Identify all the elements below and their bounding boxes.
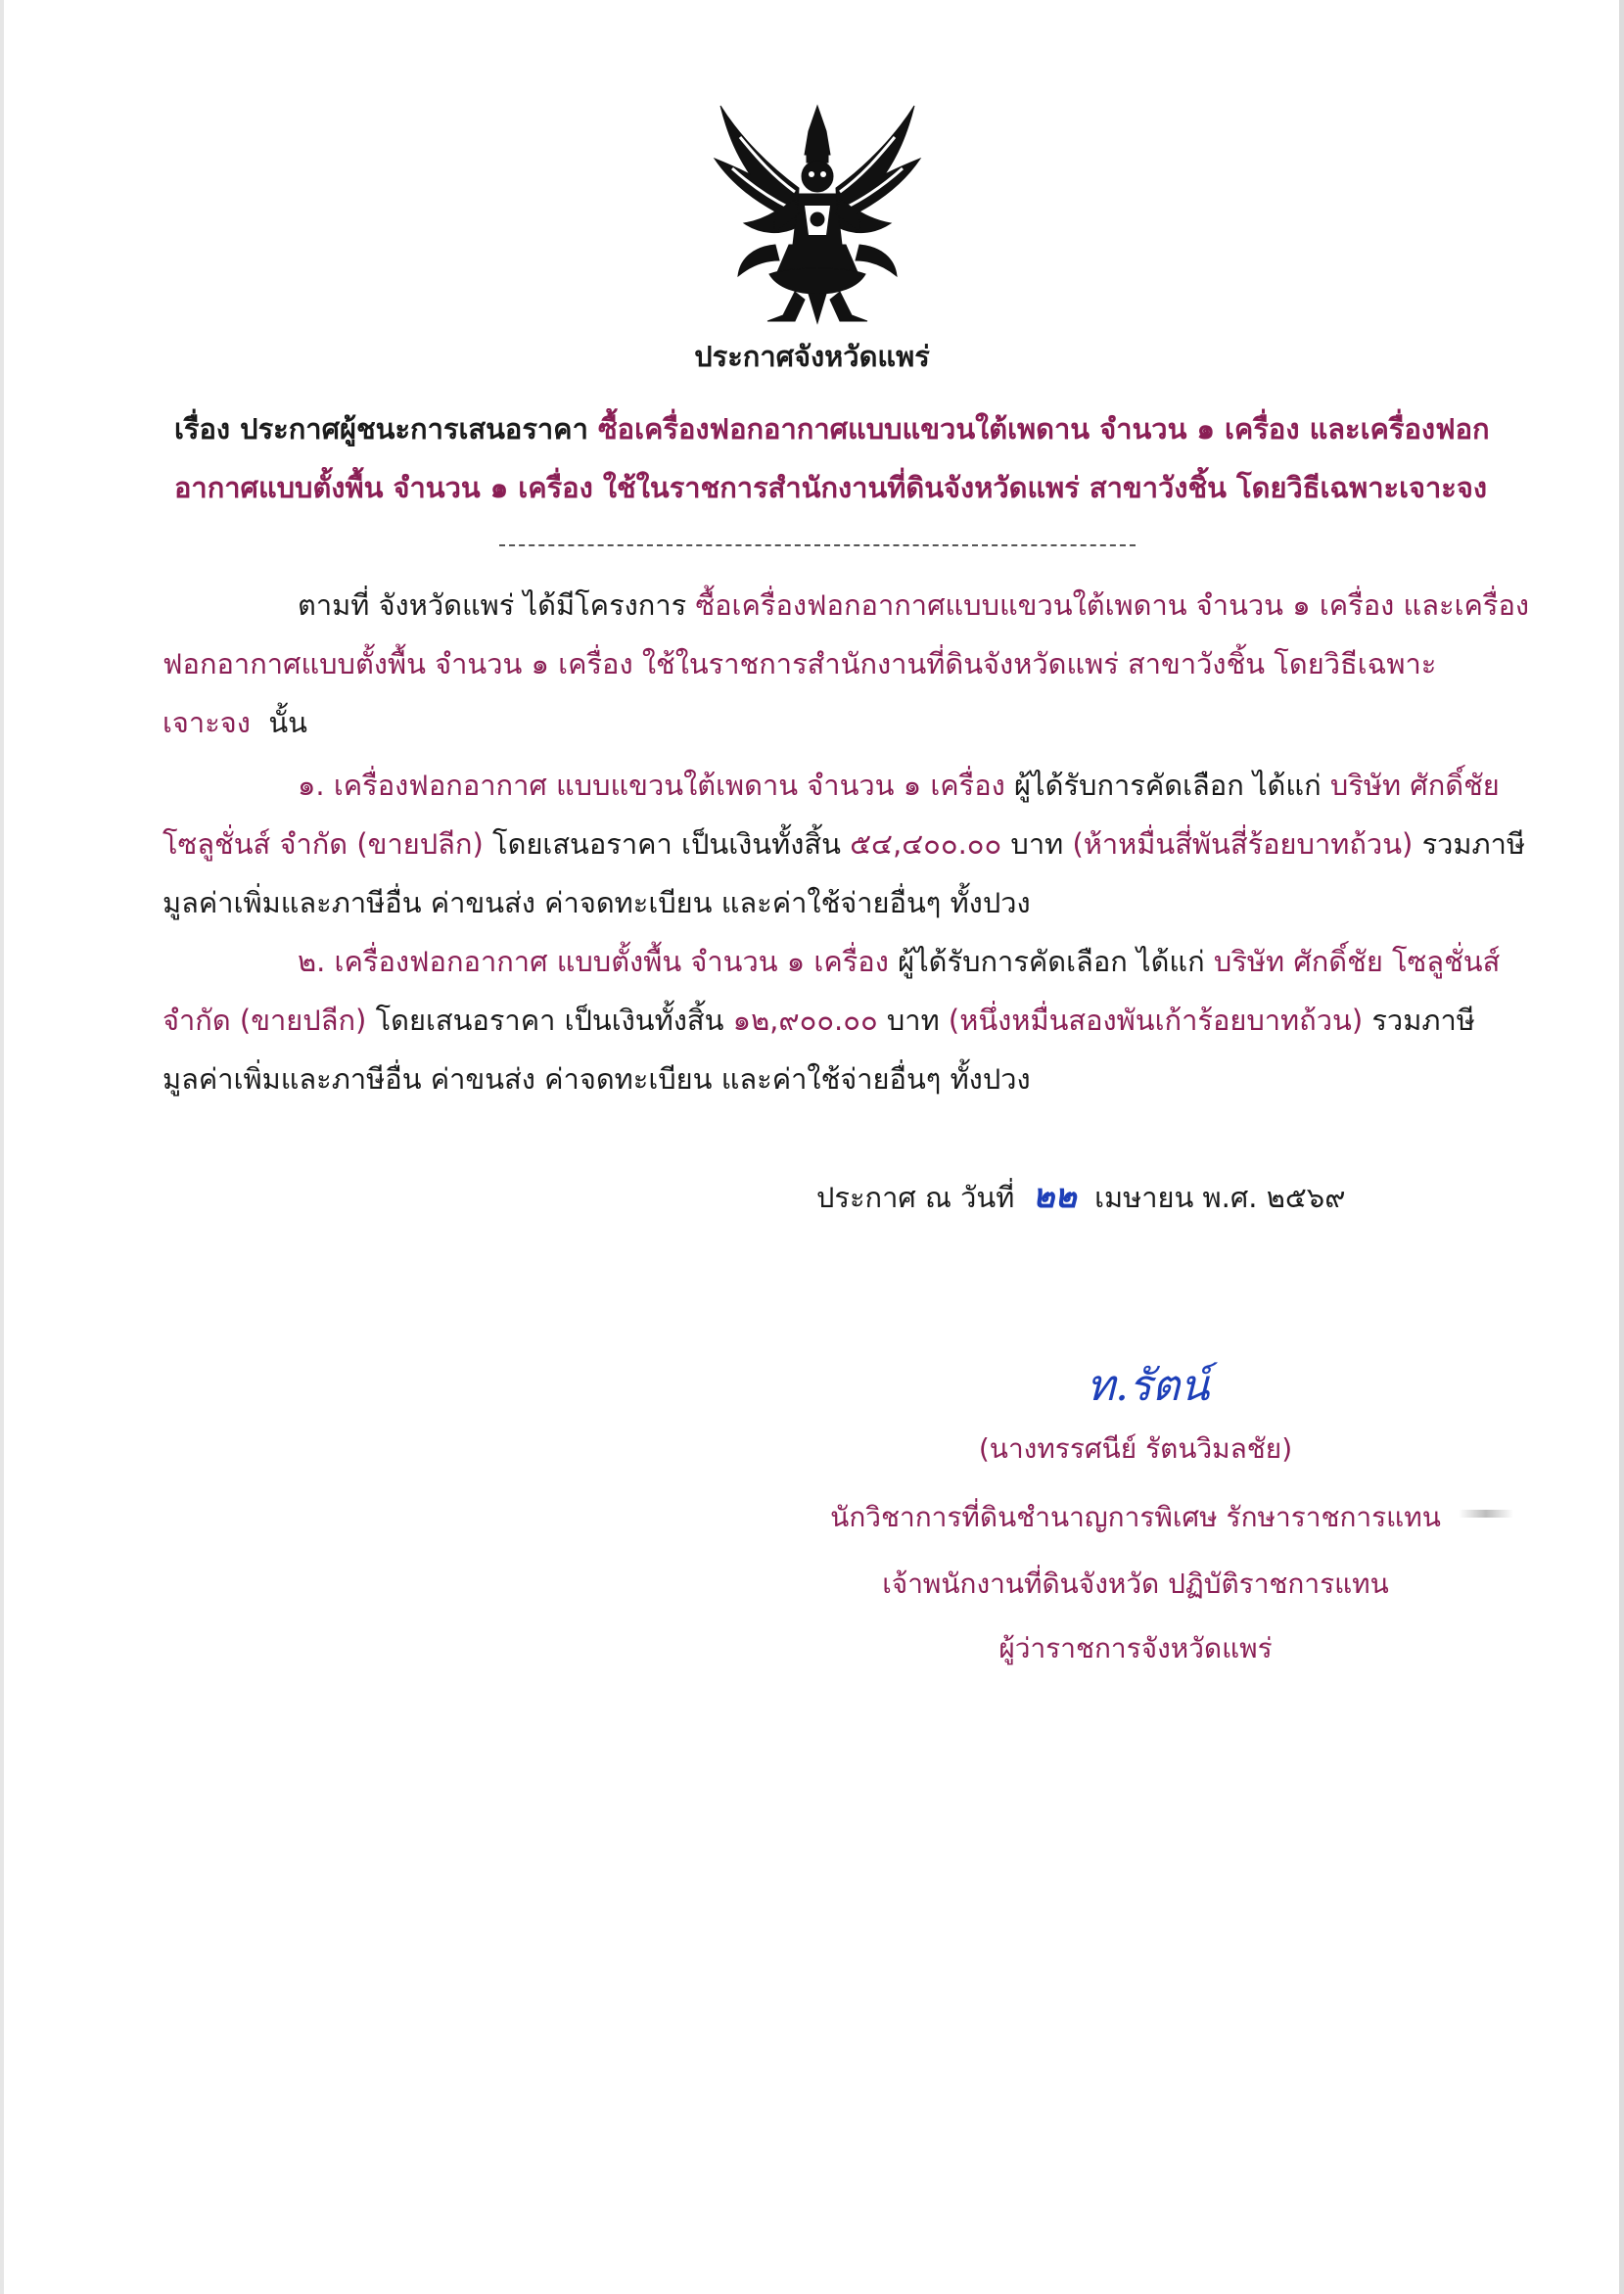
intro-prefix: ตามที่ จังหวัดแพร่ ได้มีโครงการ (298, 588, 687, 622)
item-2-currency: บาท (886, 1004, 940, 1037)
intro-line-2: ฟอกอากาศแบบตั้งพื้น จำนวน ๑ เครื่อง ใช้ในราชการสำนักงานที่ดินจังหวัดแพร่ สาขาวังชิ้น โดยวิธีเฉพาะ (162, 647, 1437, 680)
subject-prefix: เรื่อง ประกาศผู้ชนะการเสนอราคา (174, 412, 588, 445)
intro-project-1: ซื้อเครื่องฟอกอากาศแบบแขวนใต้เพดาน จำนวน ๑ เครื่อง และเครื่อง (695, 588, 1530, 622)
handwritten-signature: ท.รัตน์ (1087, 1361, 1210, 1411)
scan-artifact (1459, 1510, 1513, 1518)
signatory-position-3: ผู้ว่าราชการจังหวัดแพร่ (998, 1632, 1273, 1664)
item-1-line-2 (162, 824, 1525, 864)
intro-line-1 (298, 585, 1529, 625)
item-2-price: ๑๒,๙๐๐.๐๐ (732, 1004, 878, 1037)
item-1-desc: ๑. เครื่องฟอกอากาศ แบบแขวนใต้เพดาน จำนวน ๑ เครื่อง (298, 769, 1005, 802)
item-1-vendor-a: บริษัท ศักดิ์ชัย (1329, 769, 1500, 802)
signatory-position-2: เจ้าพนักงานที่ดินจังหวัด ปฏิบัติราชการแทน (882, 1568, 1389, 1600)
item-2-price-label: โดยเสนอราคา เป็นเงินทั้งสิ้น (375, 1004, 724, 1037)
subject-text-1: ซื้อเครื่องฟอกอากาศแบบแขวนใต้เพดาน จำนวน ๑ เครื่อง และเครื่องฟอก (597, 412, 1490, 445)
item-1-price-words: (ห้าหมื่นสี่พันสี่ร้อยบาทถ้วน) (1072, 827, 1414, 861)
garuda-emblem-icon (711, 98, 924, 325)
item-1-currency: บาท (1010, 827, 1064, 861)
subject-line-1 (174, 409, 1490, 448)
date-day-handwritten: ๒๒ (1032, 1177, 1077, 1216)
item-1-vendor-b: โซลูชั่นส์ จำกัด (ขายปลีก) (162, 827, 484, 861)
intro-project-3: เจาะจง (162, 706, 251, 739)
item-1-price: ๕๔,๔๐๐.๐๐ (850, 827, 1002, 861)
item-1-line-1 (298, 766, 1500, 805)
item-2-tax: รวมภาษี (1371, 1004, 1475, 1037)
intro-tail: นั้น (268, 706, 308, 739)
item-1-price-label: โดยเสนอราคา เป็นเงินทั้งสิ้น (492, 827, 841, 861)
item-2-vendor-a: บริษัท ศักดิ์ชัย โซลูชั่นส์ (1213, 945, 1501, 978)
item-1-line-3: มูลค่าเพิ่มและภาษีอื่น ค่าขนส่ง ค่าจดทะเบียน และค่าใช้จ่ายอื่นๆ ทั้งปวง (162, 886, 1031, 919)
date-suffix: เมษายน พ.ศ. ๒๕๖๙ (1094, 1181, 1346, 1214)
announcement-date (816, 1177, 1345, 1217)
item-2-vendor-b: จำกัด (ขายปลีก) (162, 1004, 367, 1037)
item-2-line-1 (298, 942, 1500, 981)
item-2-price-words: (หนึ่งหมื่นสองพันเก้าร้อยบาทถ้วน) (948, 1004, 1364, 1037)
date-prefix: ประกาศ ณ วันที่ (816, 1181, 1015, 1214)
item-2-desc: ๒. เครื่องฟอกอากาศ แบบตั้งพื้น จำนวน ๑ เครื่อง (298, 945, 889, 978)
separator-dashes (499, 544, 1136, 546)
item-2-selected-label: ผู้ได้รับการคัดเลือก ได้แก่ (898, 945, 1205, 978)
intro-line-3 (162, 703, 307, 742)
signatory-name: (นางทรรศนีย์ รัตนวิมลชัย) (978, 1432, 1293, 1465)
item-2-line-2 (162, 1001, 1475, 1040)
item-1-tax: รวมภาษี (1421, 827, 1526, 861)
signatory-position-1: นักวิชาการที่ดินชำนาญการพิเศษ รักษาราชการแทน (830, 1501, 1441, 1533)
subject-line-2: อากาศแบบตั้งพื้น จำนวน ๑ เครื่อง ใช้ในราชการสำนักงานที่ดินจังหวัดแพร่ สาขาวังชิ้น โดยวิธีเฉพาะเจาะจง (174, 471, 1488, 504)
announcement-title: ประกาศจังหวัดแพร่ (694, 340, 930, 373)
item-1-selected-label: ผู้ได้รับการคัดเลือก ได้แก่ (1014, 769, 1322, 802)
item-2-line-3: มูลค่าเพิ่มและภาษีอื่น ค่าขนส่ง ค่าจดทะเบียน และค่าใช้จ่ายอื่นๆ ทั้งปวง (162, 1062, 1031, 1096)
